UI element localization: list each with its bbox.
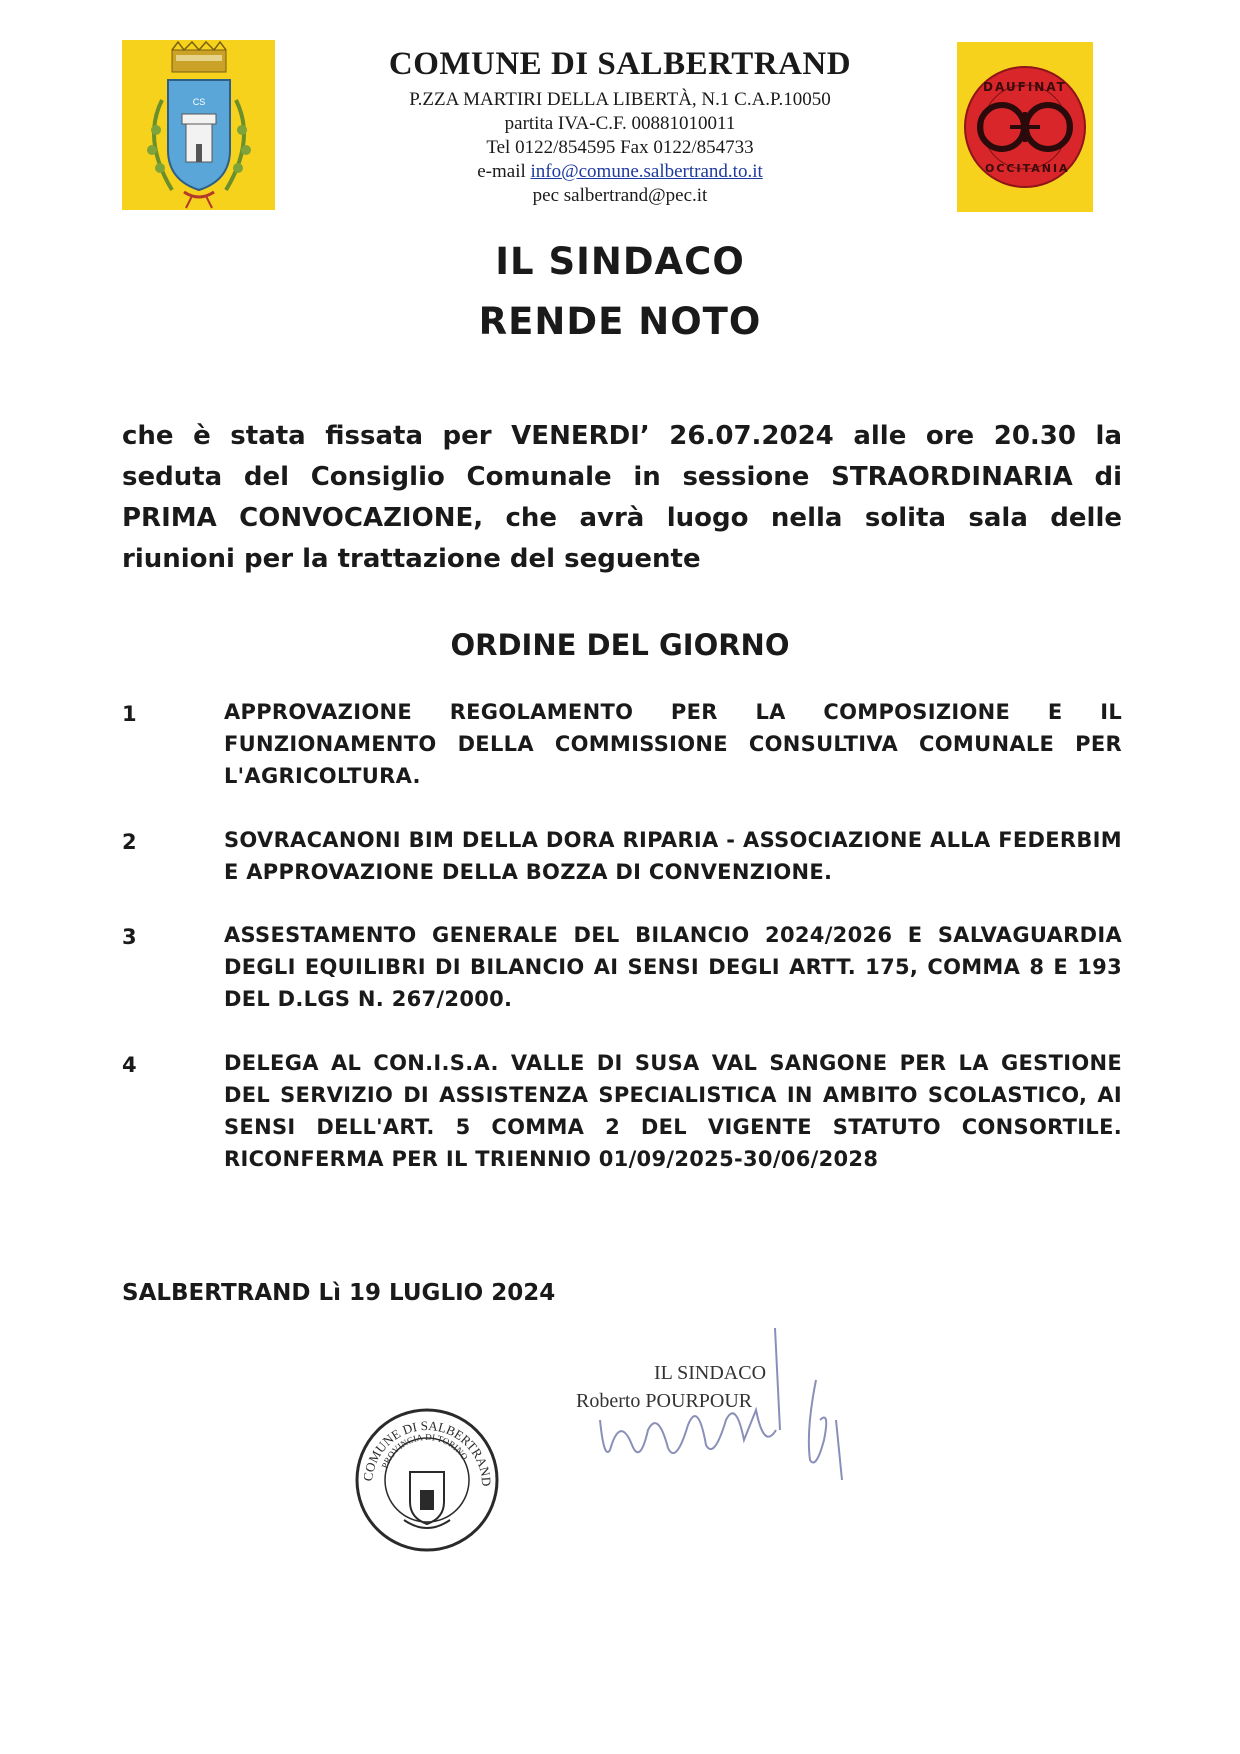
signature-name: Roberto POURPOUR (576, 1390, 753, 1412)
intro-paragraph: che è stata fissata per VENERDI’ 26.07.2024 alle ore 20.30 la seduta del Consiglio Comunale in sessione STRAORDINARIA di PRIMA CONVOCAZIONE, che avrà luogo nella solita sala delle riunioni per la trattazione del seguente (122, 421, 1122, 574)
occitania-logo-bottom-text: OCCITANIA (985, 162, 1070, 175)
occitan-cross-icon (957, 42, 1093, 212)
signature-role: IL SINDACO (654, 1362, 767, 1384)
svg-text:CS: CS (192, 97, 206, 107)
agenda-item-number: 2 (122, 830, 137, 854)
heading-rende-noto: RENDE NOTO (478, 300, 762, 343)
official-stamp (352, 1400, 502, 1560)
header-address: P.ZZA MARTIRI DELLA LIBERTÀ, N.1 C.A.P.10050 (409, 89, 831, 110)
heading-il-sindaco: IL SINDACO (495, 240, 745, 283)
handwritten-signature (580, 1320, 880, 1490)
occitania-logo-top-text: DAUFINAT (983, 80, 1067, 94)
header-email-line (320, 160, 920, 184)
header-email-link[interactable]: info@comune.salbertrand.to.it (530, 161, 763, 182)
agenda-item-text: DELEGA AL CON.I.S.A. VALLE DI SUSA VAL SANGONE PER LA GESTIONE DEL SERVIZIO DI ASSISTENZA SPECIALISTICA IN AMBITO SCOLASTICO, AI SENSI DELL'ART. 5 COMMA 2 DEL VIGENTE STATUTO CONSORTILE. RICONFERMA PER IL TRIENNIO 01/09/2025-30/06/2028 (224, 1051, 1122, 1171)
stamp-inner-text: PROVINCIA DI TORINO (379, 1431, 470, 1470)
agenda-item-text: ASSESTAMENTO GENERALE DEL BILANCIO 2024/2026 E SALVAGUARDIA DEGLI EQUILIBRI DI BILANCIO AI SENSI DEGLI ARTT. 175, COMMA 8 E 193 DEL D.LGS N. 267/2000. (224, 923, 1122, 1011)
coat-of-arms-icon (122, 40, 275, 210)
occitania-logo (957, 42, 1093, 212)
agenda-item-number: 3 (122, 925, 137, 949)
agenda-title: ORDINE DEL GIORNO (450, 628, 790, 662)
agenda-item-number: 1 (122, 702, 137, 726)
place-date: SALBERTRAND Lì 19 LUGLIO 2024 (122, 1280, 556, 1306)
header-phone: Tel 0122/854595 Fax 0122/854733 (486, 137, 754, 158)
header-pec: pec salbertrand@pec.it (532, 185, 708, 206)
stamp-outer-text: COMUNE DI SALBERTRAND (360, 1417, 495, 1487)
header-vat: partita IVA-C.F. 00881010011 (504, 113, 736, 134)
municipal-coat-of-arms-logo (122, 40, 275, 210)
agenda-item-text: SOVRACANONI BIM DELLA DORA RIPARIA - ASSOCIAZIONE ALLA FEDERBIM E APPROVAZIONE DELLA BOZZA DI CONVENZIONE. (224, 828, 1122, 884)
header-email-label: e-mail (477, 161, 526, 182)
municipality-title: COMUNE DI SALBERTRAND (388, 46, 852, 82)
agenda-item-number: 4 (122, 1053, 137, 1077)
agenda-item-text: APPROVAZIONE REGOLAMENTO PER LA COMPOSIZIONE E IL FUNZIONAMENTO DELLA COMMISSIONE CONSULTIVA COMUNALE PER L'AGRICOLTURA. (224, 700, 1122, 788)
